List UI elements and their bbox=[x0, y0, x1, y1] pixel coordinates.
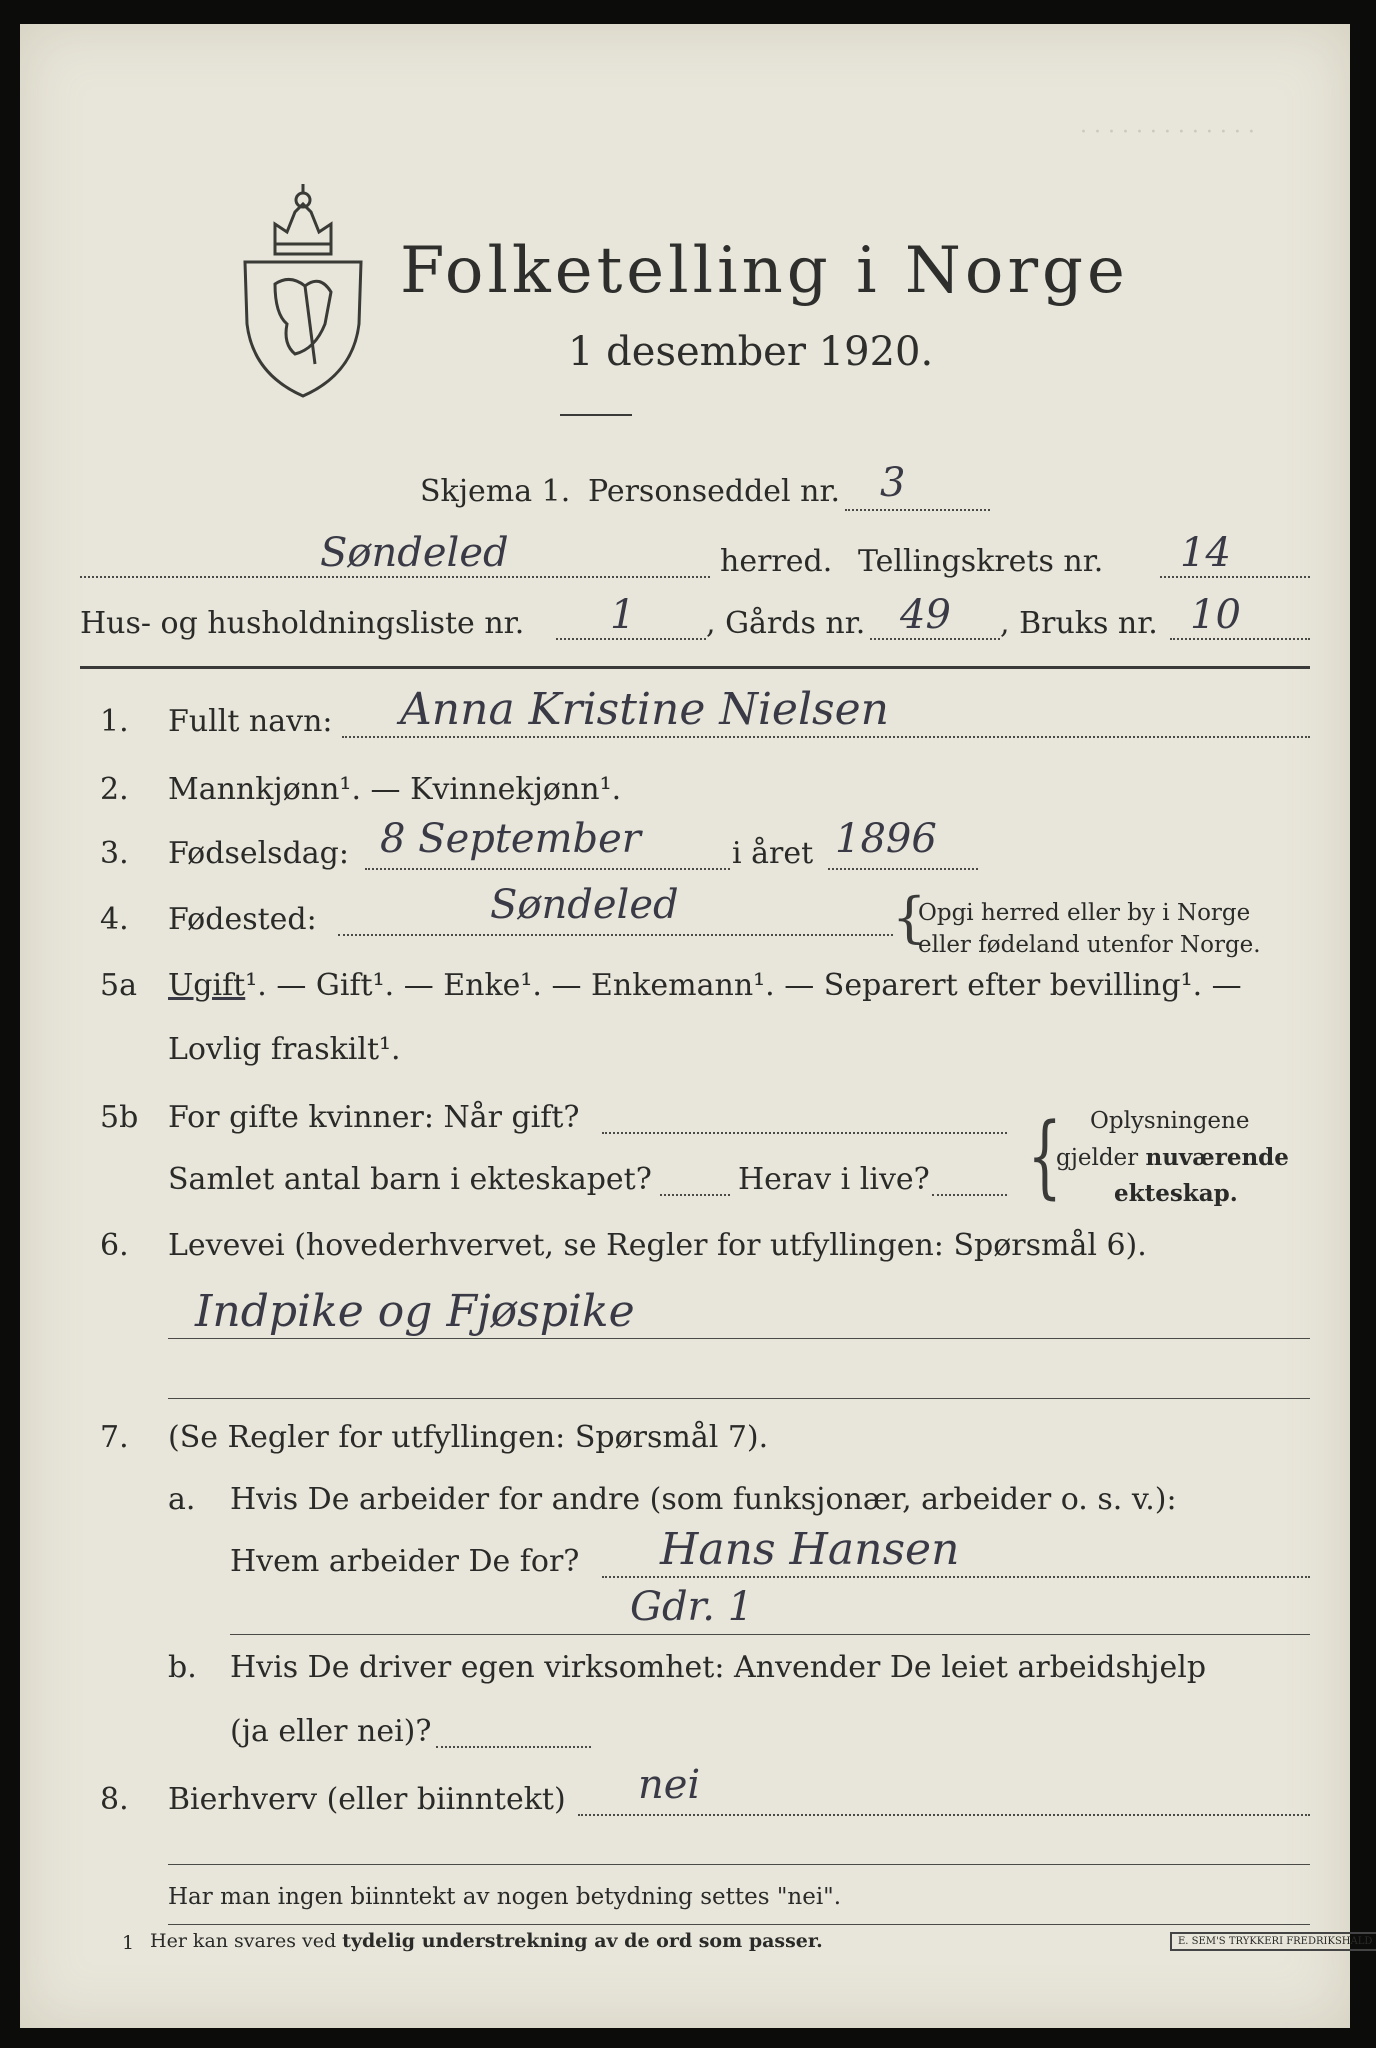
birthday-field[interactable] bbox=[365, 868, 730, 870]
footnote-text: Her kan svares ved tydelig understrekning av de ord som passer. bbox=[150, 1930, 823, 1952]
birthplace-note-line1: Opgi herred eller by i Norge bbox=[918, 900, 1251, 926]
nei-instruction: Har man ingen biinntekt av nogen betydning settes "nei". bbox=[168, 1884, 842, 1910]
gards-label: , Gårds nr. bbox=[706, 606, 866, 641]
employer-line2[interactable] bbox=[230, 1634, 1310, 1635]
marital-status-rest: ¹. — Gift¹. — Enke¹. — Enkemann¹. — Separert efter bevilling¹. — bbox=[245, 968, 1242, 1003]
birthplace-field[interactable] bbox=[338, 934, 893, 936]
q5a-line2[interactable]: Lovlig fraskilt¹. bbox=[168, 1032, 401, 1067]
q7a-line1: Hvis De arbeider for andre (som funksjonær, arbeider o. s. v.): bbox=[230, 1482, 1177, 1517]
q1-label: Fullt navn: bbox=[168, 704, 333, 739]
personseddel-label: Personseddel nr. bbox=[588, 474, 841, 509]
q2-number: 2. bbox=[100, 772, 129, 807]
hus-label: Hus- og husholdningsliste nr. bbox=[80, 606, 525, 641]
tellingskrets-label: Tellingskrets nr. bbox=[858, 544, 1104, 579]
personseddel-value: 3 bbox=[880, 460, 906, 506]
q5b-note-line2: gjelder nuværende bbox=[1056, 1144, 1289, 1171]
employer-value: Hans Hansen bbox=[660, 1524, 960, 1575]
herred-value: Søndeled bbox=[320, 530, 509, 576]
q8-number: 8. bbox=[100, 1782, 129, 1817]
form-title: Folketelling i Norge bbox=[400, 234, 1129, 308]
q5b-note-brace: { bbox=[1027, 1104, 1062, 1209]
employer-value-line2: Gdr. 1 bbox=[630, 1584, 754, 1630]
q7b-letter: b. bbox=[168, 1650, 197, 1685]
gards-value: 49 bbox=[900, 592, 951, 638]
q4-label: Fødested: bbox=[168, 902, 317, 937]
schema-label: Skjema 1. bbox=[420, 474, 571, 509]
occupation-value: Indpike og Fjøspike bbox=[195, 1286, 635, 1337]
q5b-children-label: Samlet antal barn i ekteskapet? bbox=[168, 1162, 652, 1197]
header-divider bbox=[80, 666, 1310, 669]
q5b-note-line3: ekteskap. bbox=[1114, 1180, 1238, 1207]
bleed-through-text: · · · · · · · · · · · · · bbox=[1080, 120, 1255, 145]
footer-divider bbox=[168, 1924, 1310, 1925]
q5b-alive-label: Herav i live? bbox=[738, 1162, 930, 1197]
q6-label: Levevei (hovederhvervet, se Regler for utfyllingen: Spørsmål 6). bbox=[168, 1228, 1147, 1263]
ugift-option[interactable]: Ugift bbox=[168, 968, 246, 1003]
q8-label: Bierhverv (eller biinntekt) bbox=[168, 1782, 566, 1817]
birth-year-value: 1896 bbox=[835, 816, 937, 862]
occupation-line1[interactable] bbox=[168, 1338, 1310, 1339]
q4-number: 4. bbox=[100, 902, 129, 937]
herred-field[interactable] bbox=[80, 576, 710, 578]
married-when-field[interactable] bbox=[602, 1132, 1007, 1134]
full-name-value: Anna Kristine Nielsen bbox=[400, 684, 889, 735]
title-divider bbox=[560, 414, 632, 416]
q3-label: Fødselsdag: bbox=[168, 836, 349, 871]
full-name-field[interactable] bbox=[342, 736, 1310, 738]
q3-number: 3. bbox=[100, 836, 129, 871]
side-income-line2[interactable] bbox=[168, 1864, 1310, 1865]
q5b-number: 5b bbox=[100, 1100, 139, 1135]
census-date: 1 desember 1920. bbox=[568, 329, 934, 375]
q5b-line1: For gifte kvinner: Når gift? bbox=[168, 1100, 580, 1135]
employer-field[interactable] bbox=[602, 1576, 1310, 1578]
birthplace-note-brace: { bbox=[892, 886, 927, 949]
birthday-value: 8 September bbox=[380, 816, 641, 862]
coat-of-arms-emblem bbox=[235, 174, 370, 404]
printer-stamp: E. SEM'S TRYKKERI FREDRIKSHALD bbox=[1170, 1932, 1376, 1951]
personseddel-field[interactable] bbox=[845, 509, 990, 511]
q6-number: 6. bbox=[100, 1228, 129, 1263]
q7-label: (Se Regler for utfyllingen: Spørsmål 7). bbox=[168, 1420, 769, 1455]
side-income-field[interactable] bbox=[578, 1814, 1310, 1816]
bruks-field[interactable] bbox=[1170, 638, 1310, 640]
side-income-value: nei bbox=[638, 1762, 701, 1808]
year-label: i året bbox=[732, 836, 814, 871]
marital-status-options[interactable] bbox=[168, 968, 1242, 1003]
q5b-note-line1: Oplysningene bbox=[1090, 1108, 1250, 1134]
tellingskrets-value: 14 bbox=[1180, 530, 1231, 576]
gender-options[interactable]: Mannkjønn¹. — Kvinnekjønn¹. bbox=[168, 772, 622, 807]
hus-field[interactable] bbox=[556, 638, 706, 640]
bruks-value: 10 bbox=[1190, 592, 1241, 638]
q7b-line1: Hvis De driver egen virksomhet: Anvender De leiet arbeidshjelp bbox=[230, 1650, 1207, 1685]
herred-label: herred. bbox=[720, 544, 833, 579]
children-count-field[interactable] bbox=[660, 1194, 730, 1196]
census-form bbox=[20, 24, 1373, 2028]
birthplace-note-line2: eller fødeland utenfor Norge. bbox=[918, 932, 1261, 958]
q7a-line2: Hvem arbeider De for? bbox=[230, 1544, 580, 1579]
q5a-number: 5a bbox=[100, 968, 137, 1003]
occupation-line2[interactable] bbox=[168, 1398, 1310, 1399]
hired-help-field[interactable] bbox=[436, 1746, 591, 1748]
children-alive-field[interactable] bbox=[932, 1194, 1007, 1196]
birth-year-field[interactable] bbox=[828, 868, 978, 870]
gards-field[interactable] bbox=[870, 638, 1000, 640]
hus-value: 1 bbox=[610, 592, 636, 638]
q7b-line2: (ja eller nei)? bbox=[230, 1714, 432, 1749]
footnote-number: 1 bbox=[122, 1932, 135, 1954]
bruks-label: , Bruks nr. bbox=[1000, 606, 1158, 641]
q7-number: 7. bbox=[100, 1420, 129, 1455]
birthplace-value: Søndeled bbox=[490, 882, 679, 928]
q7a-letter: a. bbox=[168, 1482, 196, 1517]
tellingskrets-field[interactable] bbox=[1160, 576, 1310, 578]
q1-number: 1. bbox=[100, 704, 129, 739]
